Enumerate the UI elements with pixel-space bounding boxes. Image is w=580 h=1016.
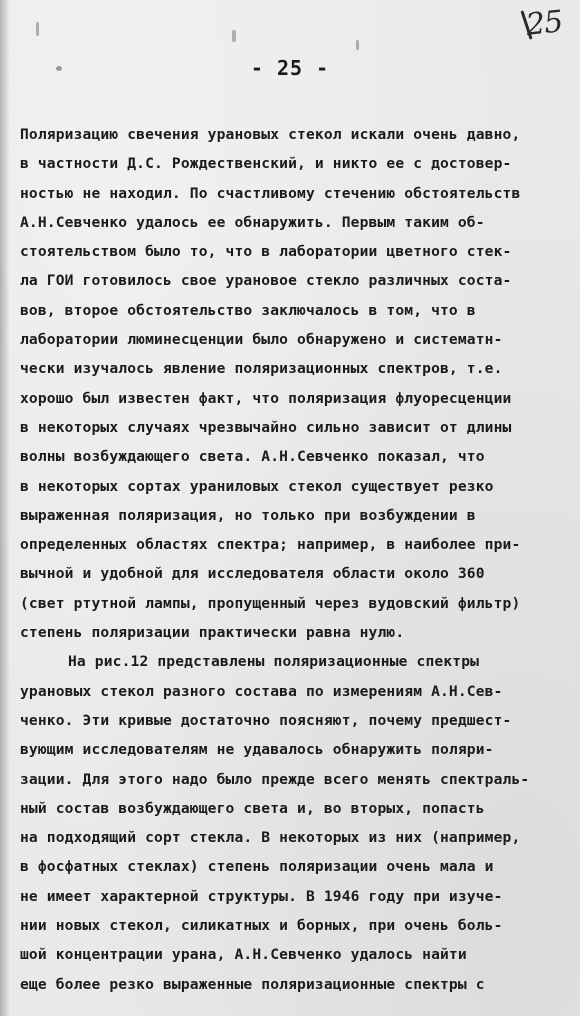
text-line: ченко. Эти кривые достаточно поясняют, почему предшест-	[20, 711, 512, 729]
page-number: - 25 -	[250, 56, 330, 80]
text-line: нии новых стекол, силикатных и борных, при очень боль-	[20, 917, 503, 935]
text-line: зации. Для этого надо было прежде всего менять спектраль-	[20, 770, 530, 788]
text-line: на подходящий сорт стекла. В некоторых из них (например,	[20, 829, 521, 847]
text-line: волны возбуждающего света. А.Н.Севченко показал, что	[20, 448, 485, 466]
text-line: хорошо был известен факт, что поляризация флуоресценции	[20, 389, 512, 407]
text-line: выраженная поляризация, но только при возбуждении в	[20, 506, 476, 524]
scan-speck	[36, 22, 39, 36]
text-line: не имеет характерной структуры. В 1946 году при изуче-	[20, 887, 503, 905]
text-line: еще более резко выраженные поляризационные спектры с	[20, 975, 485, 993]
text-line: степень поляризации практически равна нулю.	[20, 624, 405, 642]
text-line: ла ГОИ готовилось свое урановое стекло различных соста-	[20, 272, 512, 290]
scan-speck	[56, 66, 62, 71]
scan-speck	[356, 40, 359, 50]
text-line: На рис.12 представлены поляризационные спектры	[68, 653, 480, 671]
text-line: вов, второе обстоятельство заключалось в том, что в	[20, 301, 476, 319]
text-line: определенных областях спектра; например, в наиболее при-	[20, 536, 521, 554]
text-line: чески изучалось явление поляризационных спектров, т.е.	[20, 360, 503, 378]
text-line: в некоторых сортах ураниловых стекол существует резко	[20, 477, 494, 495]
text-line: ностью не находил. По счастливому стечению обстоятельств	[20, 184, 521, 202]
text-line: вычной и удобной для исследователя области около 360	[20, 565, 485, 583]
text-line: ный состав возбуждающего света и, во вторых, попасть	[20, 799, 485, 817]
text-line: вующим исследователям не удавалось обнаружить поляри-	[20, 741, 494, 759]
text-line: стоятельством было то, что в лаборатории цветного стек-	[20, 243, 512, 261]
text-line: в некоторых случаях чрезвычайно сильно зависит от длины	[20, 418, 512, 436]
text-line: Поляризацию свечения урановых стекол искали очень давно,	[20, 126, 521, 143]
text-line: в частности Д.С. Рождественский, и никто ее с достовер-	[20, 155, 512, 173]
scan-speck	[232, 30, 236, 42]
text-line: шой концентрации урана, А.Н.Севченко удалось найти	[20, 946, 467, 964]
text-line: (свет ртутной лампы, пропущенный через вудовский фильтр)	[20, 594, 521, 612]
body-text	[20, 120, 580, 999]
text-line: в фосфатных стеклах) степень поляризации очень мала и	[20, 858, 494, 876]
text-line: А.Н.Севченко удалось ее обнаружить. Первым таким об-	[20, 213, 485, 231]
scan-shadow-edge	[0, 0, 10, 1016]
text-line: урановых стекол разного состава по измерениям А.Н.Сев-	[20, 682, 503, 700]
handwritten-page-number: 25	[524, 4, 564, 43]
text-line: лаборатории люминесценции было обнаружено и систематн-	[20, 331, 503, 349]
